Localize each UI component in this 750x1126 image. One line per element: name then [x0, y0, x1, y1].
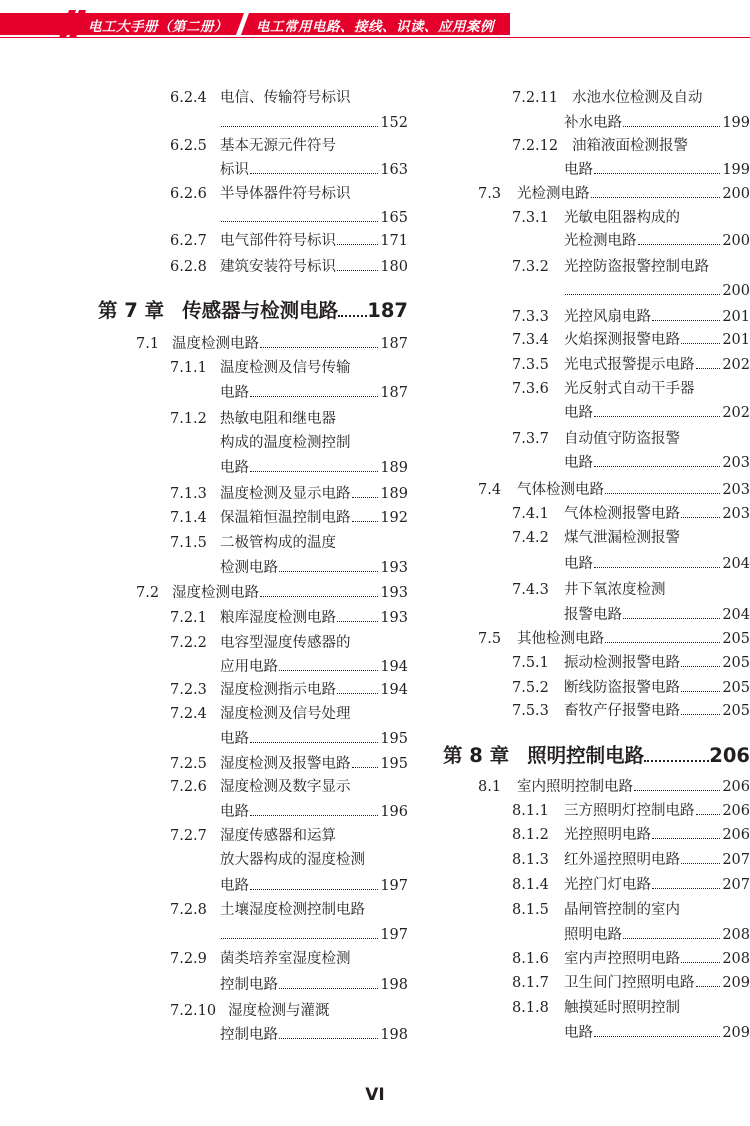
toc-entry-number: 7.2.6 — [170, 779, 207, 795]
toc-entry-title: 温度检测电路 — [172, 336, 259, 352]
toc-entry-page: 201 — [722, 332, 750, 348]
toc-entry-number: 7.2.8 — [170, 902, 207, 918]
toc-entry-page: 207 — [722, 877, 750, 893]
toc-entry-title: 电路 — [564, 162, 593, 178]
toc-entry-page: 198 — [380, 1027, 408, 1043]
toc-entry-title: 土壤湿度检测控制电路 — [220, 902, 365, 918]
toc-entry-page: 193 — [380, 610, 408, 626]
toc-entry-number: 7.4.3 — [512, 582, 549, 598]
toc-entry-title: 水池水位检测及自动 — [572, 90, 703, 106]
toc-entry-page: 205 — [722, 680, 750, 696]
toc-entry-title: 电信、传输符号标识 — [220, 90, 351, 106]
toc-entry-number: 8.1.5 — [512, 902, 549, 918]
dot-leader — [594, 567, 720, 568]
toc-entry-line — [564, 824, 721, 846]
toc-entry-title: 电路 — [220, 731, 249, 747]
toc-entry-line — [564, 452, 721, 474]
toc-entry-line — [564, 329, 721, 351]
toc-entry-title: 电路 — [220, 878, 249, 894]
toc-entry-title: 气体检测报警电路 — [564, 506, 680, 522]
toc-entry-page: 204 — [722, 607, 750, 623]
toc-entry-number: 8.1 — [478, 779, 502, 795]
toc-entry[interactable] — [0, 378, 750, 400]
toc-entry-page: 205 — [722, 655, 750, 671]
dot-leader — [594, 416, 720, 417]
toc-entry[interactable] — [0, 874, 750, 896]
dot-leader — [623, 126, 720, 127]
toc-entry[interactable] — [0, 135, 750, 157]
toc-entry-page: 193 — [380, 560, 408, 576]
toc-entry-number: 7.5.1 — [512, 655, 549, 671]
toc-entry-line — [517, 183, 721, 205]
toc-entry-page: 163 — [380, 162, 408, 178]
chapter-heading[interactable] — [443, 741, 750, 771]
toc-entry-page: 200 — [722, 186, 750, 202]
toc-entry-title: 应用电路 — [220, 659, 278, 675]
toc-entry-page: 192 — [380, 510, 408, 526]
toc-entry-title: 二极管构成的温度 — [220, 535, 336, 551]
toc-entry-title: 光敏电阻器构成的 — [564, 210, 680, 226]
toc-entry[interactable] — [0, 354, 750, 376]
toc-entry-page: 189 — [380, 486, 408, 502]
toc-entry-line — [564, 112, 721, 134]
chapter-title: 照明控制电路 — [527, 744, 645, 767]
toc-entry-line — [564, 1022, 721, 1044]
toc-entry-page: 194 — [380, 682, 408, 698]
toc-entry-number: 7.1.4 — [170, 510, 207, 526]
toc-entry-title: 光控门灯电路 — [564, 877, 651, 893]
toc-entry-number: 7.2 — [136, 585, 160, 601]
toc-entry-number: 8.1.1 — [512, 803, 549, 819]
toc-entry-line — [564, 280, 721, 302]
toc-entry-page: 187 — [380, 336, 408, 352]
dot-leader — [591, 197, 721, 198]
toc-entry-page: 209 — [722, 975, 750, 991]
dot-leader — [634, 790, 720, 791]
toc-entry-page: 209 — [722, 1025, 750, 1041]
toc-entry[interactable] — [0, 700, 750, 722]
chapter-page: 206 — [709, 744, 750, 767]
toc-entry-line — [564, 700, 721, 722]
dot-leader — [681, 962, 720, 963]
toc-entry-number: 7.1.2 — [170, 411, 207, 427]
toc-entry-number: 7.2.2 — [170, 635, 207, 651]
toc-entry-page: 208 — [722, 951, 750, 967]
toc-entry[interactable] — [0, 230, 750, 252]
toc-entry-title: 电路 — [220, 804, 249, 820]
toc-entry-line — [564, 256, 709, 278]
toc-entry-line — [564, 948, 721, 970]
chapter-page: 187 — [367, 299, 408, 322]
toc-entry-title: 湿度检测与灌溉 — [228, 1003, 330, 1019]
toc-entry-line — [572, 87, 703, 109]
dot-leader — [681, 517, 720, 518]
toc-entry-title: 触摸延时照明控制 — [564, 1000, 680, 1016]
dot-leader — [681, 714, 720, 715]
toc-entry-line — [572, 135, 688, 157]
toc-entry[interactable] — [0, 652, 750, 674]
toc-entry-number: 7.3.3 — [512, 309, 549, 325]
toc-entry-page: 206 — [722, 803, 750, 819]
toc-entry-line — [564, 849, 721, 871]
toc-entry-page: 205 — [722, 703, 750, 719]
toc-entry-title: 室内照明控制电路 — [517, 779, 633, 795]
dot-leader — [594, 466, 720, 467]
toc-entry-number: 7.4.1 — [512, 506, 549, 522]
toc-entry-number: 7.2.9 — [170, 951, 207, 967]
toc-entry-page: 203 — [722, 506, 750, 522]
dot-leader — [652, 838, 720, 839]
toc-entry-title: 粮库湿度检测电路 — [220, 610, 336, 626]
toc-entry-title: 光反射式自动干手器 — [564, 381, 695, 397]
dot-leader — [681, 863, 720, 864]
toc-entry-number: 7.3 — [478, 186, 502, 202]
toc-entry-title: 基本无源元件符号 — [220, 138, 336, 154]
toc-entry-line — [564, 306, 721, 328]
toc-entry-page: 165 — [380, 210, 408, 226]
toc-entry[interactable] — [0, 800, 750, 822]
toc-entry[interactable] — [0, 428, 750, 450]
header-section-title: 电工常用电路、接线、识读、应用案例 — [256, 19, 494, 35]
toc-entry-title: 照明电路 — [564, 927, 622, 943]
toc-entry-page: 195 — [380, 756, 408, 772]
toc-entry-title: 畜牧产仔报警电路 — [564, 703, 680, 719]
toc-entry[interactable] — [0, 159, 750, 181]
toc-entry-title: 菌类培养室湿度检测 — [220, 951, 351, 967]
toc-entry-title: 湿度检测及报警电路 — [220, 756, 351, 772]
page-folio: VI — [365, 1085, 385, 1105]
toc-entry[interactable] — [0, 924, 750, 946]
toc-entry[interactable] — [0, 207, 750, 229]
toc-entry[interactable] — [0, 579, 750, 601]
dot-leader — [623, 618, 720, 619]
toc-entry-title: 晶闸管控制的室内 — [564, 902, 680, 918]
toc-entry-title: 湿度检测及信号处理 — [220, 706, 351, 722]
toc-entry-title: 构成的温度检测控制 — [220, 435, 351, 451]
toc-entry-title: 电路 — [564, 455, 593, 471]
toc-entry-page: 197 — [380, 878, 408, 894]
toc-entry-title: 检测电路 — [220, 560, 278, 576]
toc-entry[interactable] — [0, 677, 750, 699]
toc-entry-number: 8.1.4 — [512, 877, 549, 893]
toc-entry-title: 井下氧浓度检测 — [564, 582, 666, 598]
dot-leader — [352, 767, 379, 768]
toc-entry-page: 201 — [722, 309, 750, 325]
toc-entry-line — [564, 579, 666, 601]
toc-entry-line — [564, 378, 695, 400]
dot-leader — [594, 173, 720, 174]
toc-entry-title: 光检测电路 — [564, 233, 637, 249]
toc-entry[interactable] — [0, 527, 750, 549]
toc-entry-title: 断线防盗报警电路 — [564, 680, 680, 696]
toc-entry-number: 8.1.7 — [512, 975, 549, 991]
toc-entry-number: 7.1.3 — [170, 486, 207, 502]
toc-entry-line — [564, 207, 680, 229]
toc-entry-title: 建筑安装符号标识 — [220, 259, 336, 275]
toc-entry-page: 199 — [722, 162, 750, 178]
toc-entry-number: 7.4.2 — [512, 530, 549, 546]
toc-entry-page: 206 — [722, 827, 750, 843]
toc-entry[interactable] — [0, 256, 750, 278]
toc-entry-line — [517, 479, 721, 501]
toc-entry-number: 6.2.8 — [170, 259, 207, 275]
toc-entry[interactable] — [0, 553, 750, 575]
dot-leader — [594, 1036, 720, 1037]
toc-entry-title: 卫生间门控照明电路 — [564, 975, 695, 991]
toc-entry-page: 199 — [722, 115, 750, 131]
toc-entry-page: 202 — [722, 357, 750, 373]
toc-entry-number: 7.3.4 — [512, 332, 549, 348]
chapter-leader — [644, 760, 709, 762]
toc-entry[interactable] — [0, 628, 750, 650]
dot-leader — [652, 320, 720, 321]
toc-entry-line — [564, 677, 721, 699]
toc-entry-number: 7.2.7 — [170, 828, 207, 844]
toc-entry-number: 7.2.3 — [170, 682, 207, 698]
toc-entry-page: 203 — [722, 455, 750, 471]
toc-entry[interactable] — [0, 112, 750, 134]
toc-entry-line — [564, 527, 680, 549]
toc-entry-number: 6.2.7 — [170, 233, 207, 249]
toc-entry-line — [564, 159, 721, 181]
toc-entry[interactable] — [0, 402, 750, 424]
toc-entry-line — [564, 503, 721, 525]
dot-leader — [696, 986, 721, 987]
toc-entry-title: 电容型湿度传感器的 — [220, 635, 351, 651]
toc-entry-number: 6.2.5 — [170, 138, 207, 154]
toc-entry-number: 7.2.11 — [512, 90, 559, 106]
toc-entry-line — [517, 776, 721, 798]
toc-entry-title: 电气部件符号标识 — [220, 233, 336, 249]
toc-entry-title: 油箱液面检测报警 — [572, 138, 688, 154]
toc-entry-title: 火焰探测报警电路 — [564, 332, 680, 348]
toc-entry-title: 放大器构成的湿度检测 — [220, 852, 365, 868]
toc-entry-title: 电路 — [220, 385, 249, 401]
toc-entry-line — [564, 924, 721, 946]
toc-entry-title: 电路 — [220, 460, 249, 476]
dot-leader — [681, 343, 720, 344]
toc-entry-title: 光控防盗报警控制电路 — [564, 259, 709, 275]
toc-entry-title: 湿度检测及数字显示 — [220, 779, 351, 795]
toc-entry[interactable] — [0, 948, 750, 970]
toc-entry-title: 补水电路 — [564, 115, 622, 131]
toc-entry-line — [564, 652, 721, 674]
toc-entry-title: 煤气泄漏检测报警 — [564, 530, 680, 546]
dot-leader — [565, 294, 720, 295]
toc-entry-page: 189 — [380, 460, 408, 476]
toc-entry-number: 7.5.3 — [512, 703, 549, 719]
dot-leader — [696, 814, 721, 815]
toc-entry-title: 电路 — [564, 556, 593, 572]
dot-leader — [605, 493, 720, 494]
dot-leader — [652, 888, 720, 889]
toc-entry-line — [220, 753, 379, 775]
toc-entry-line — [517, 628, 721, 650]
toc-entry[interactable] — [0, 972, 750, 994]
header-book-title: 电工大手册（第二册） — [88, 19, 228, 35]
toc-entry-line — [564, 874, 721, 896]
toc-entry-line — [564, 354, 721, 376]
toc-entry-title: 热敏电阻和继电器 — [220, 411, 336, 427]
toc-entry-page: 203 — [722, 482, 750, 498]
toc-entry-page: 204 — [722, 556, 750, 572]
toc-entry[interactable] — [0, 776, 750, 798]
toc-entry-number: 8.1.2 — [512, 827, 549, 843]
chapter-title: 传感器与检测电路 — [182, 299, 339, 322]
toc-entry-line — [220, 728, 379, 750]
toc-entry-number: 7.4 — [478, 482, 502, 498]
toc-entry-page: 194 — [380, 659, 408, 675]
toc-entry-line — [564, 428, 680, 450]
toc-entry-number: 7.3.7 — [512, 431, 549, 447]
toc-entry-title: 温度检测及信号传输 — [220, 360, 351, 376]
dot-leader — [681, 691, 720, 692]
toc-entry-line — [564, 230, 721, 252]
toc-entry-title: 气体检测电路 — [517, 482, 604, 498]
toc-entry-page: 193 — [380, 585, 408, 601]
running-header — [0, 0, 750, 44]
toc-entry-page: 207 — [722, 852, 750, 868]
toc-entry[interactable] — [0, 329, 750, 351]
chapter-leader — [338, 315, 367, 317]
toc-entry-title: 自动值守防盗报警 — [564, 431, 680, 447]
toc-entry-title: 三方照明灯控制电路 — [564, 803, 695, 819]
toc-entry-title: 湿度传感器和运算 — [220, 828, 336, 844]
toc-entry-number: 7.5 — [478, 631, 502, 647]
toc-entry-number: 7.2.4 — [170, 706, 207, 722]
toc-entry-page: 200 — [722, 233, 750, 249]
toc-entry-page: 205 — [722, 631, 750, 647]
toc-entry-line — [564, 997, 680, 1019]
toc-entry-number: 7.3.2 — [512, 259, 549, 275]
toc-entry-number: 7.5.2 — [512, 680, 549, 696]
toc-entry-number: 7.3.6 — [512, 381, 549, 397]
dot-leader — [605, 642, 720, 643]
chapter-label: 第 8 章 — [443, 744, 510, 767]
toc-entry[interactable] — [0, 997, 750, 1019]
toc-entry-number: 8.1.8 — [512, 1000, 549, 1016]
toc-entry-page: 187 — [380, 385, 408, 401]
toc-entry-number: 7.1.1 — [170, 360, 207, 376]
toc-entry[interactable] — [0, 183, 750, 205]
toc-entry-title: 光控风扇电路 — [564, 309, 651, 325]
toc-entry-page: 208 — [722, 927, 750, 943]
toc-entry-number: 7.2.1 — [170, 610, 207, 626]
toc-entry-title: 保温箱恒温控制电路 — [220, 510, 351, 526]
toc-entry-title: 控制电路 — [220, 1027, 278, 1043]
toc-entry-title: 光控照明电路 — [564, 827, 651, 843]
toc-entry-line — [564, 402, 721, 424]
toc-entry-title: 光检测电路 — [517, 186, 590, 202]
toc-entry-title: 光电式报警提示电路 — [564, 357, 695, 373]
toc-entry-number: 6.2.4 — [170, 90, 207, 106]
toc-entry[interactable] — [0, 1022, 750, 1044]
toc-entry-number: 8.1.3 — [512, 852, 549, 868]
toc-entry-number: 7.3.5 — [512, 357, 549, 373]
toc-entry-number: 7.2.10 — [170, 1003, 217, 1019]
toc-entry[interactable] — [0, 824, 750, 846]
toc-entry-page: 197 — [380, 927, 408, 943]
toc-entry-line — [564, 800, 721, 822]
toc-entry-page: 195 — [380, 731, 408, 747]
toc-entry-title: 温度检测及显示电路 — [220, 486, 351, 502]
toc-entry-title: 电路 — [564, 405, 593, 421]
toc-entry-title: 红外遥控照明电路 — [564, 852, 680, 868]
toc-entry-title: 控制电路 — [220, 977, 278, 993]
toc-entry-title: 电路 — [564, 1025, 593, 1041]
dot-leader — [696, 368, 721, 369]
dot-leader — [638, 244, 721, 245]
toc-entry[interactable] — [0, 899, 750, 921]
toc-entry-page: 152 — [380, 115, 408, 131]
toc-entry-line — [564, 899, 680, 921]
dot-leader — [250, 742, 378, 743]
toc-entry-page: 206 — [722, 779, 750, 795]
toc-entry-line — [564, 972, 721, 994]
toc-entry-title: 标识 — [220, 162, 249, 178]
toc-entry-number: 7.3.1 — [512, 210, 549, 226]
toc-entry-title: 半导体器件符号标识 — [220, 186, 351, 202]
toc-entry-number: 7.2.5 — [170, 756, 207, 772]
toc-entry-title: 其他检测电路 — [517, 631, 604, 647]
toc-entry-page: 196 — [380, 804, 408, 820]
toc-entry-page: 171 — [380, 233, 408, 249]
toc-entry[interactable] — [0, 479, 750, 501]
chapter-label: 第 7 章 — [98, 299, 165, 322]
toc-entry-number: 7.2.12 — [512, 138, 559, 154]
chapter-heading[interactable] — [98, 296, 408, 326]
toc-entry[interactable] — [0, 849, 750, 871]
toc-entry-number: 7.1 — [136, 336, 160, 352]
toc-entry[interactable] — [0, 452, 750, 474]
toc-entry-title: 湿度检测指示电路 — [220, 682, 336, 698]
header-rule — [0, 37, 750, 38]
toc-entry-page: 198 — [380, 977, 408, 993]
toc-entry[interactable] — [0, 503, 750, 525]
toc-entry-title: 湿度检测电路 — [172, 585, 259, 601]
toc-entry-page: 202 — [722, 405, 750, 421]
toc-entry-title: 振动检测报警电路 — [564, 655, 680, 671]
toc-entry-page: 200 — [722, 283, 750, 299]
toc-entry-line — [564, 604, 721, 626]
toc-entry-line — [564, 553, 721, 575]
toc-entry-number: 6.2.6 — [170, 186, 207, 202]
dot-leader — [623, 938, 720, 939]
toc-entry[interactable] — [0, 87, 750, 109]
toc-entry-title: 报警电路 — [564, 607, 622, 623]
toc-entry-number: 7.1.5 — [170, 535, 207, 551]
toc-entry-page: 180 — [380, 259, 408, 275]
dot-leader — [681, 666, 720, 667]
toc-entry-number: 8.1.6 — [512, 951, 549, 967]
toc-entry[interactable] — [0, 604, 750, 626]
toc-entry-title: 室内声控照明电路 — [564, 951, 680, 967]
